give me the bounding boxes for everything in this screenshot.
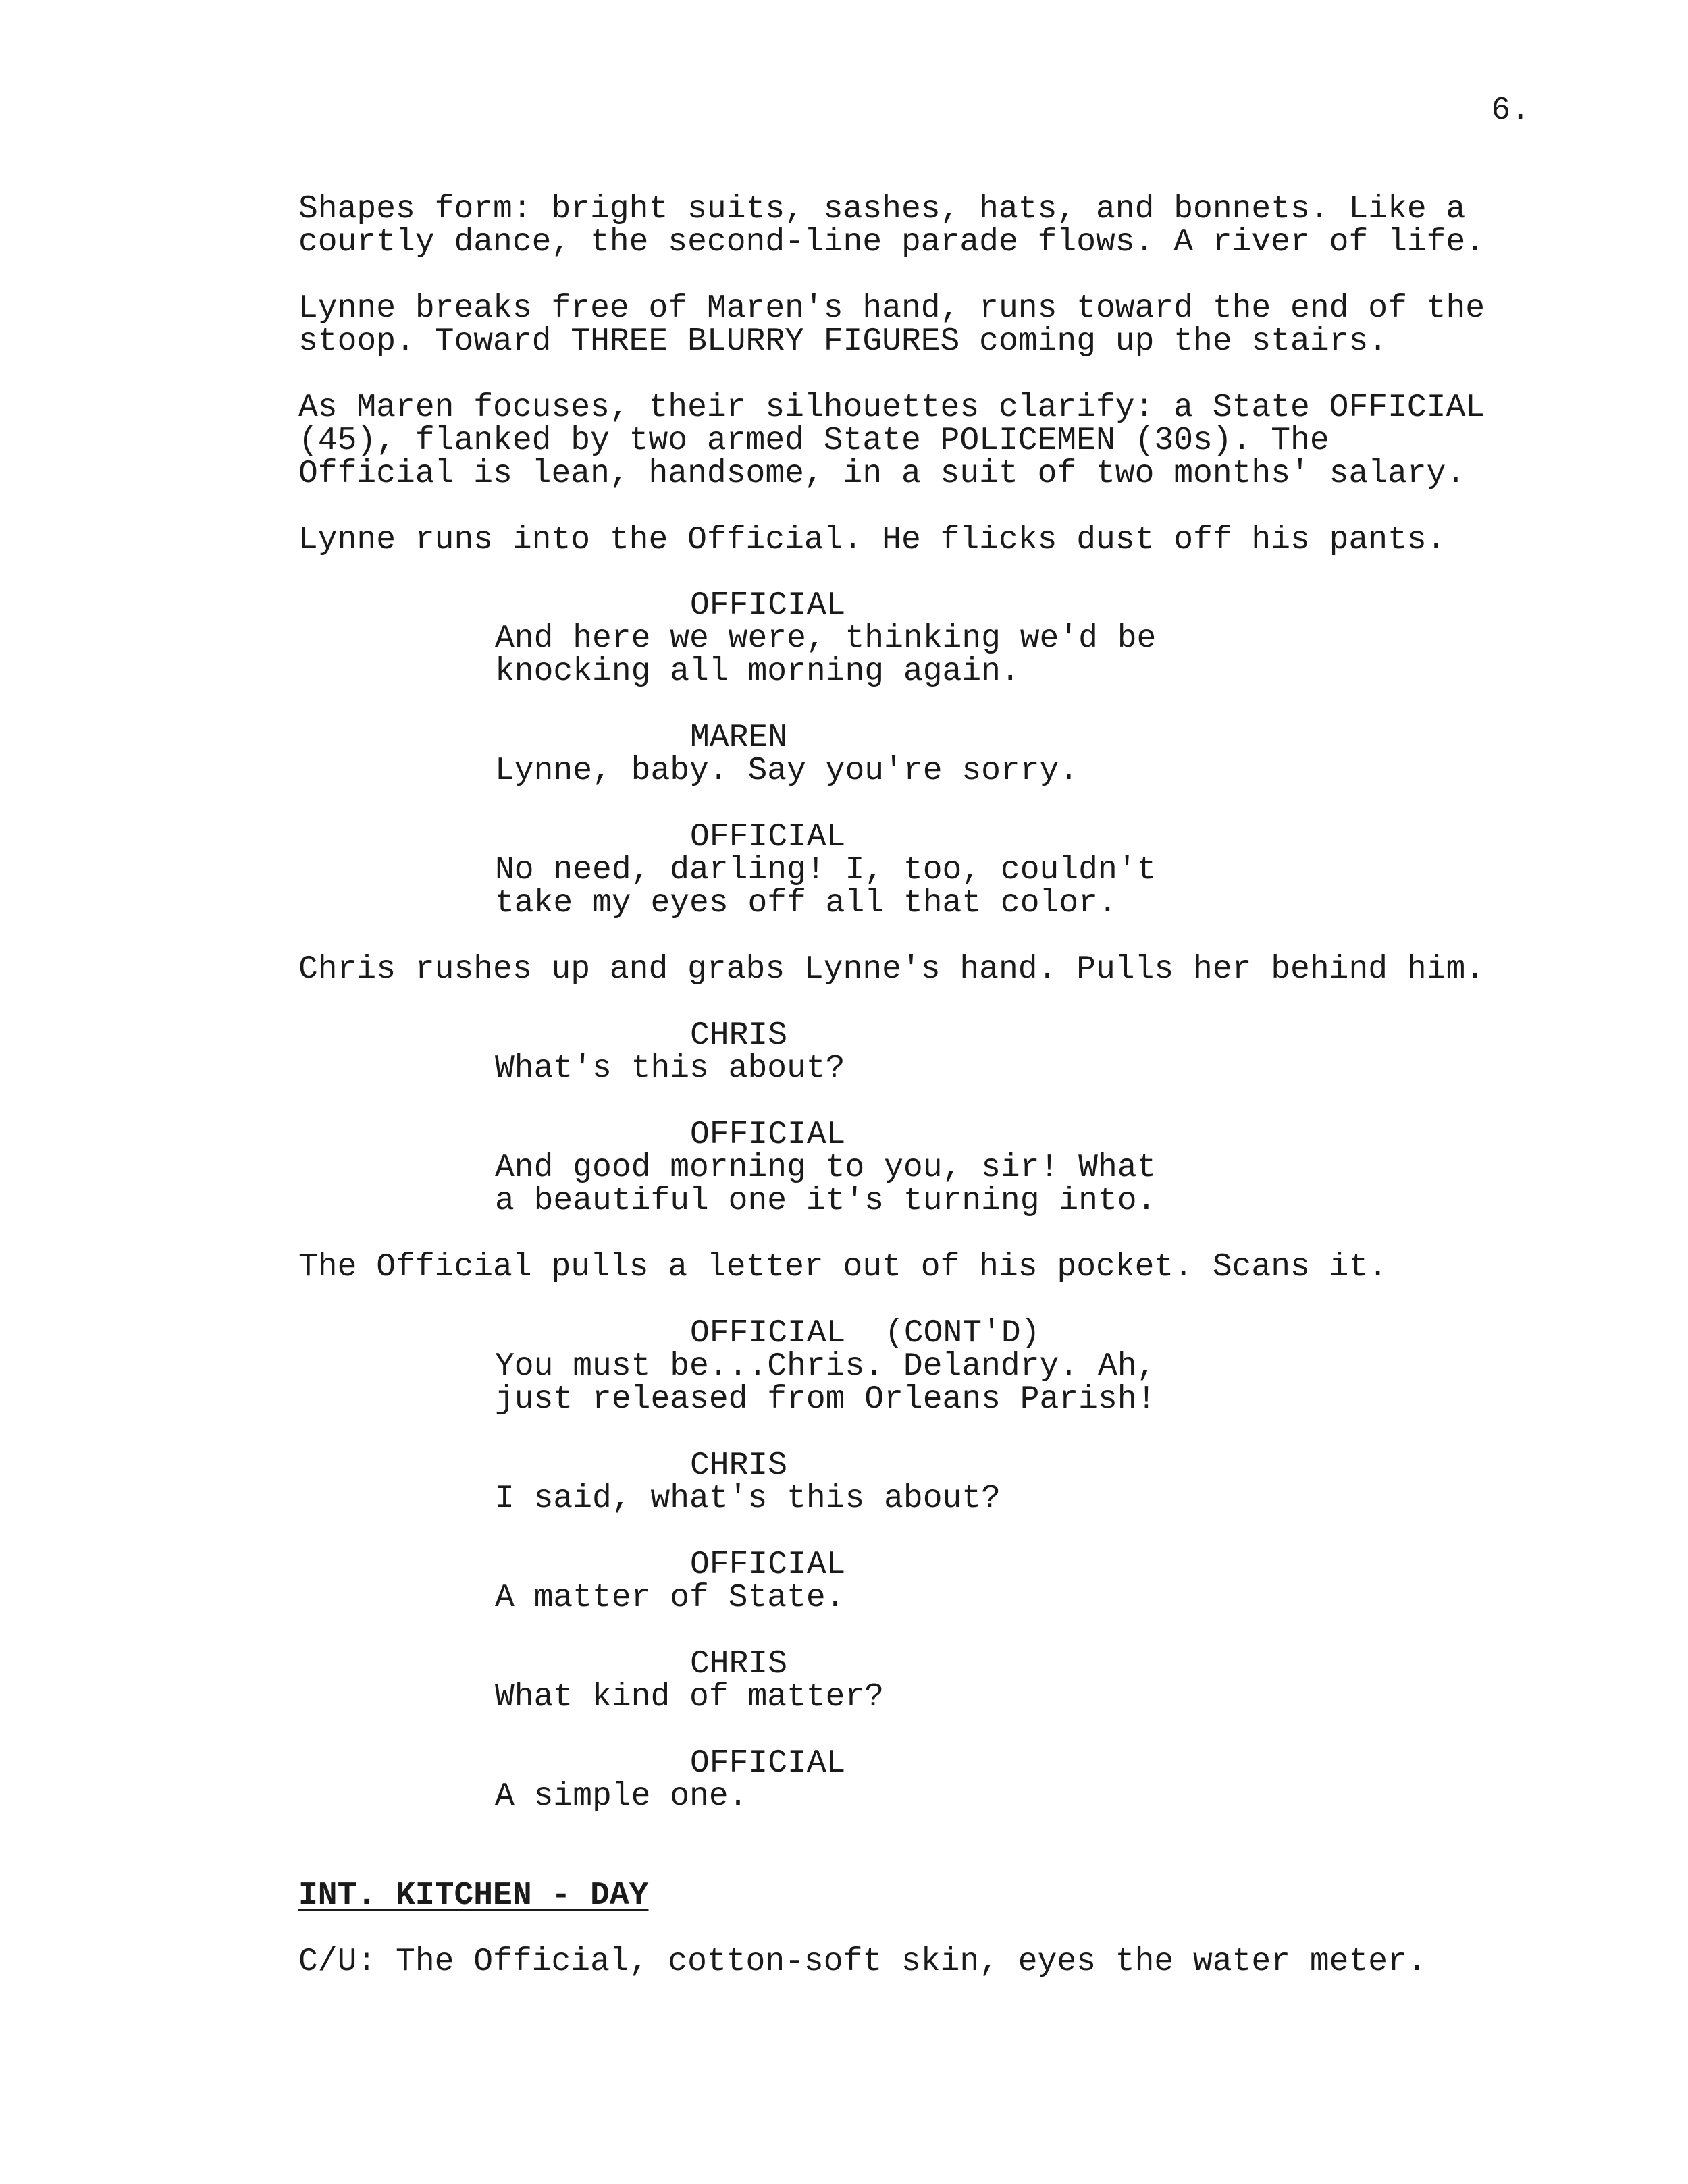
character-cue: MAREN: [690, 720, 788, 756]
page-number: 6.: [1491, 92, 1530, 129]
action-paragraph: As Maren focuses, their silhouettes clarify: a State OFFICIAL (45), flanked by two armed State POLICEMEN (30s). The Official is lean, handsome, in a suit of two months' salary.: [298, 390, 1485, 492]
dialogue-line: And good morning to you, sir! What a beautiful one it's turning into.: [495, 1150, 1157, 1219]
action-paragraph: Lynne breaks free of Maren's hand, runs toward the end of the stoop. Toward THREE BLURRY FIGURES coming up the stairs.: [298, 290, 1485, 360]
dialogue-line: What kind of matter?: [495, 1679, 885, 1715]
character-cue: CHRIS: [690, 1447, 788, 1484]
dialogue-line: A matter of State.: [495, 1580, 845, 1616]
character-cue: CHRIS: [690, 1017, 788, 1054]
scene-heading: INT. KITCHEN - DAY: [298, 1877, 649, 1914]
dialogue-line: And here we were, thinking we'd be knocking all morning again.: [495, 620, 1157, 690]
character-cue: OFFICIAL: [690, 587, 846, 624]
dialogue-line: Lynne, baby. Say you're sorry.: [495, 753, 1079, 789]
action-paragraph: C/U: The Official, cotton-soft skin, eyes the water meter.: [298, 1944, 1427, 1980]
character-cue: OFFICIAL: [690, 819, 846, 855]
character-cue: OFFICIAL: [690, 1117, 846, 1153]
dialogue-line: What's this about?: [495, 1050, 845, 1087]
dialogue-line: I said, what's this about?: [495, 1481, 1001, 1517]
dialogue-line: No need, darling! I, too, couldn't take my eyes off all that color.: [495, 852, 1157, 922]
character-cue: CHRIS: [690, 1646, 788, 1682]
action-paragraph: The Official pulls a letter out of his pocket. Scans it.: [298, 1249, 1388, 1285]
dialogue-line: You must be...Chris. Delandry. Ah, just released from Orleans Parish!: [495, 1348, 1157, 1418]
action-paragraph: Chris rushes up and grabs Lynne's hand. Pulls her behind him.: [298, 951, 1485, 988]
action-paragraph: Shapes form: bright suits, sashes, hats, and bonnets. Like a courtly dance, the second-line parade flows. A river of life.: [298, 191, 1485, 261]
action-paragraph: Lynne runs into the Official. He flicks dust off his pants.: [298, 522, 1446, 558]
character-cue: OFFICIAL: [690, 1745, 846, 1782]
dialogue-line: A simple one.: [495, 1778, 748, 1815]
character-cue: OFFICIAL (CONT'D): [690, 1315, 1040, 1352]
character-cue: OFFICIAL: [690, 1547, 846, 1583]
